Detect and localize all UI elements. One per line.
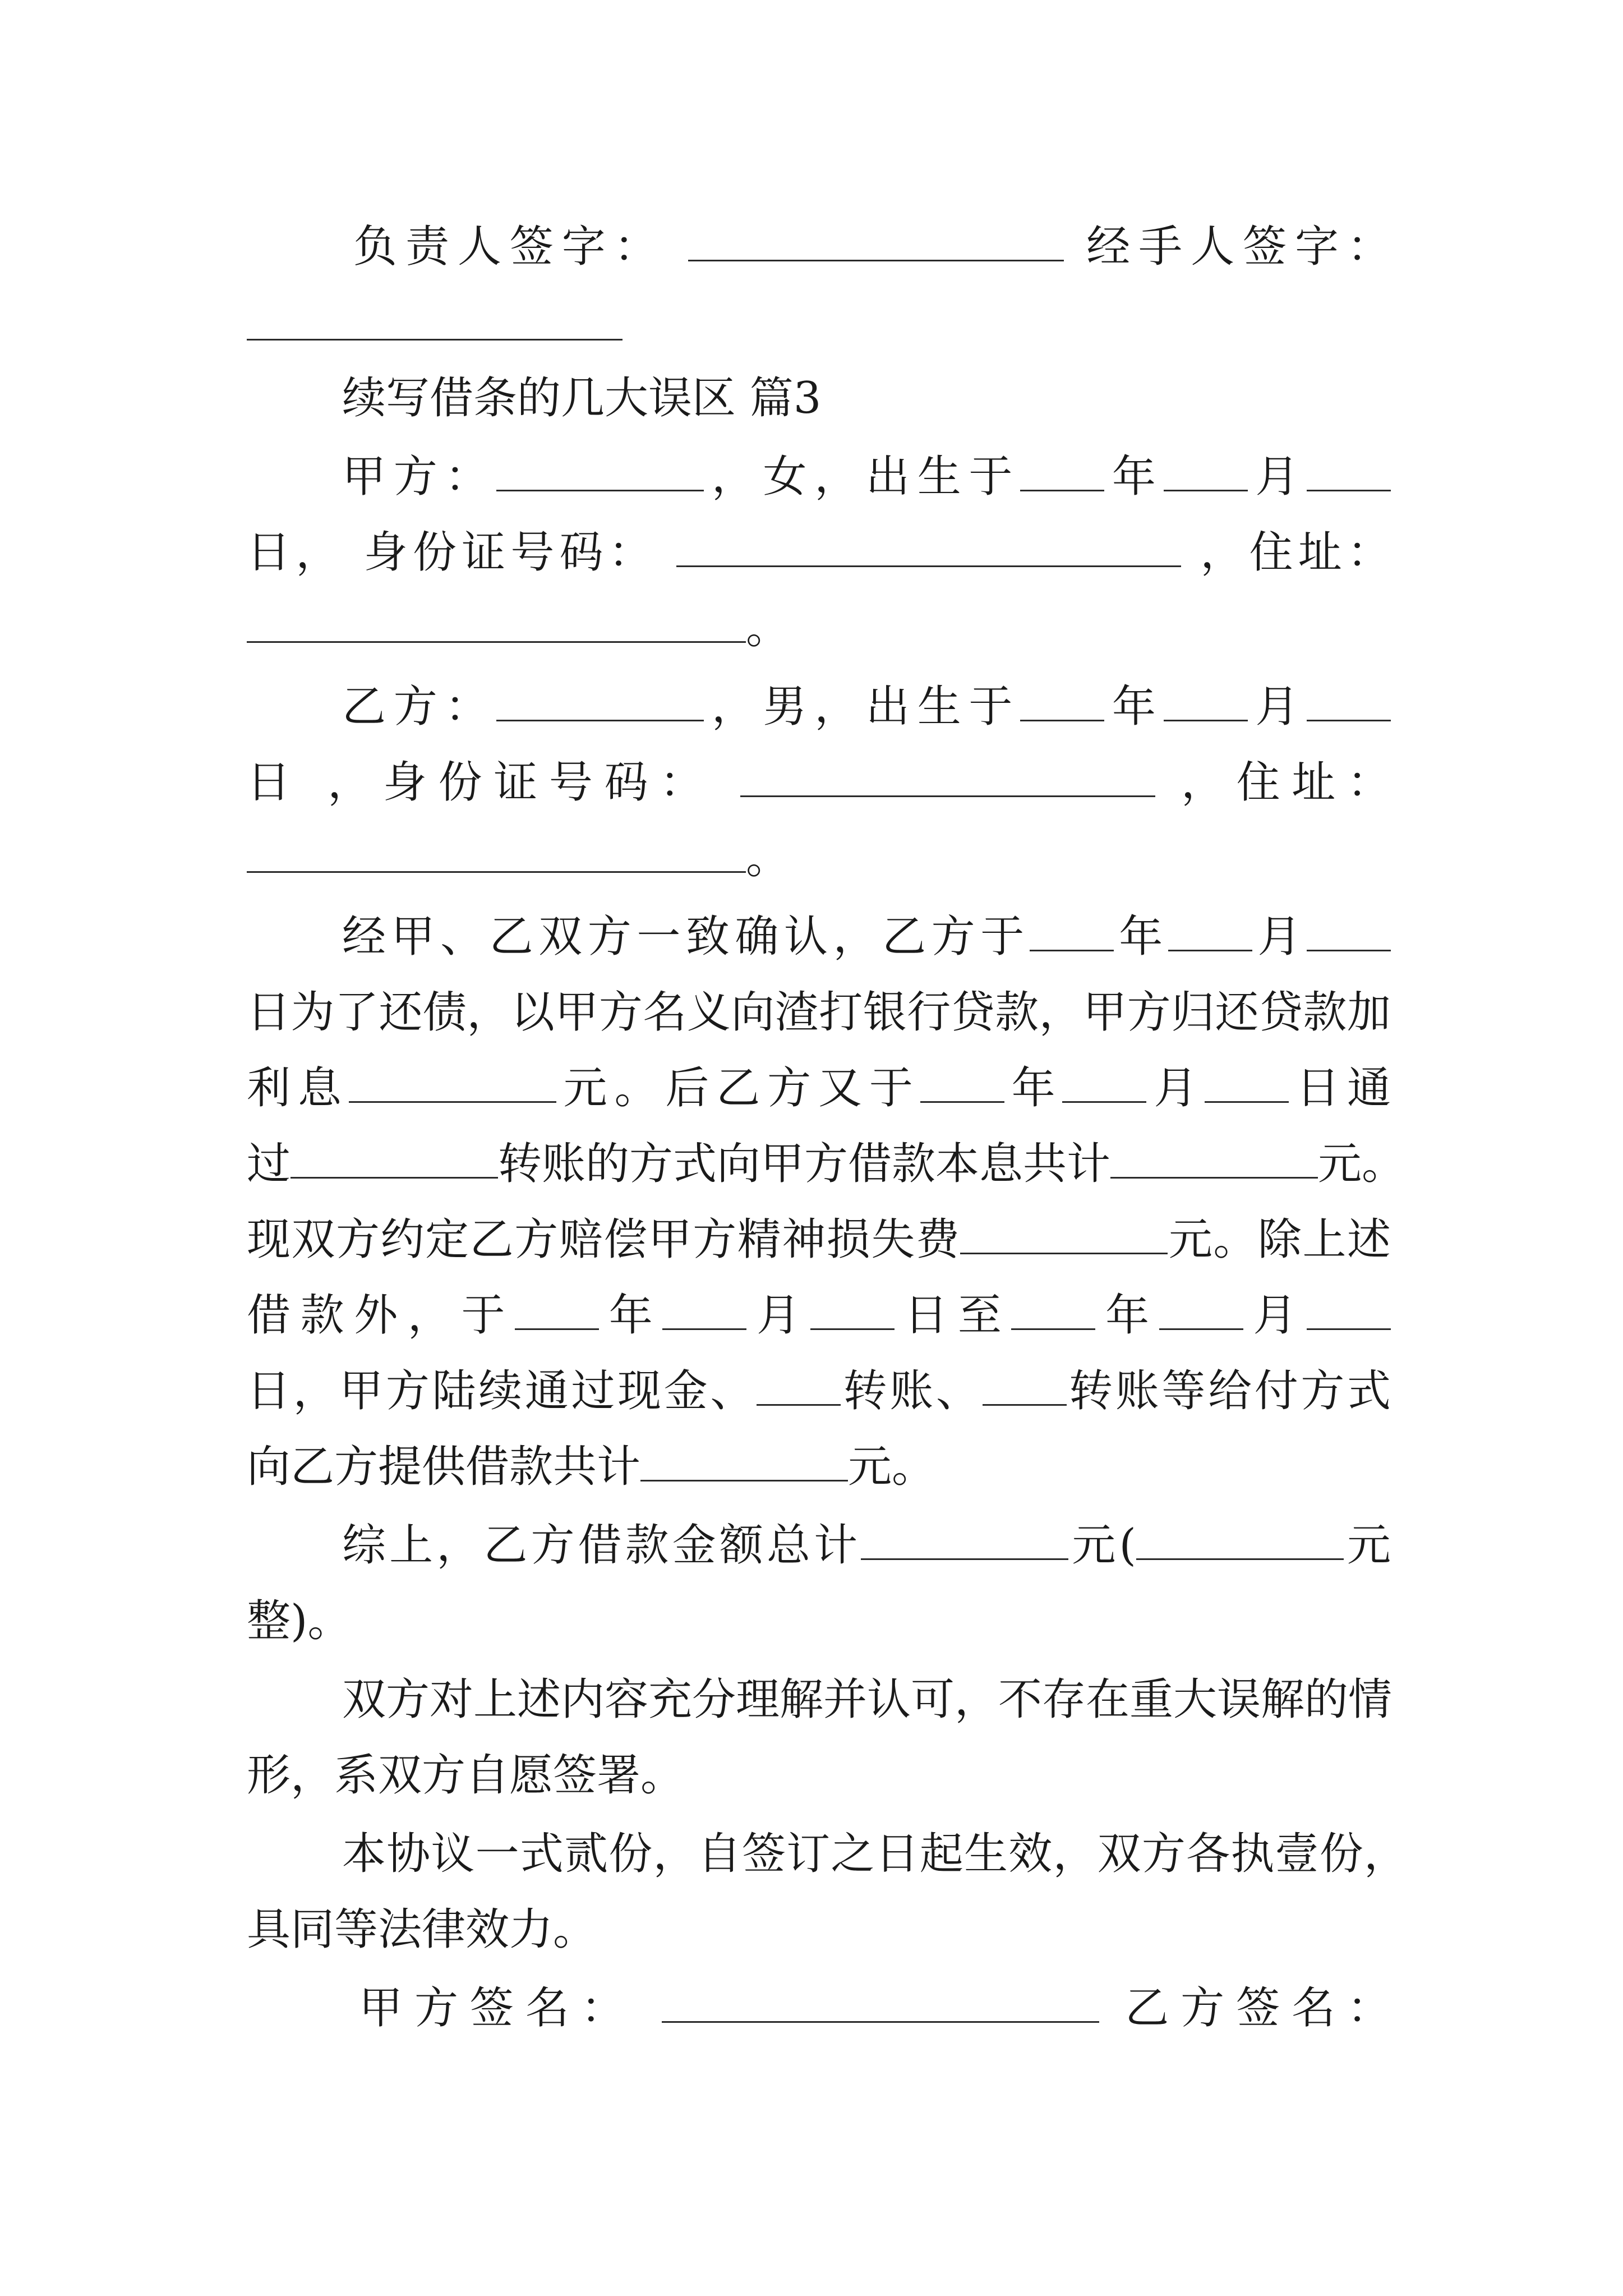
handler-signature-blank: [247, 339, 623, 341]
body-p1-line-2: 日为了还债，以甲方名义向渣打银行贷款，甲方归还贷款加: [247, 987, 1391, 1038]
party-b-month-blank: [1164, 680, 1248, 721]
body-p2-line-1: 综上，乙方借款金额总计 元( 元: [342, 1520, 1391, 1571]
body-p4-line-2: 具同等法律效力。: [247, 1904, 597, 1955]
party-b-address-blank: [247, 832, 746, 873]
party-a-line-1: 甲方： ，女，出生于 年 月: [342, 446, 1391, 508]
party-a-address-blank: [247, 602, 746, 643]
handler-signature-label: 经手人签字：: [1086, 222, 1391, 272]
p1-day-blank: [1307, 910, 1391, 951]
p1-l6-day2-blank: [1307, 1289, 1391, 1330]
party-b-signature-label: 乙方签名：: [1125, 1983, 1391, 2033]
party-b-line-3: 。: [247, 827, 1391, 889]
p1-l6-year-blank: [515, 1289, 599, 1330]
party-b-name-blank: [496, 680, 704, 721]
p1-l3-month-blank: [1062, 1062, 1146, 1103]
total-loan-blank: [640, 1441, 848, 1481]
party-b-line-2: 日 ，身份证号码： ，住址：: [247, 757, 1391, 808]
total-amount-blank: [861, 1519, 1068, 1560]
principal-interest-blank: [1110, 1138, 1318, 1179]
body-p1-line-8: 向乙方提供借款共计 元。: [247, 1442, 936, 1492]
p1-year-blank: [1030, 910, 1114, 951]
party-b-id-blank: [740, 756, 1155, 797]
transfer-channel-1-blank: [757, 1365, 841, 1406]
p1-l3-day-blank: [1205, 1062, 1289, 1103]
section-title: 续写借条的几大误区 篇3: [342, 373, 822, 424]
signature-bottom-line: [359, 1977, 1391, 2039]
body-p4-line-1: 本协议一式贰份，自签订之日起生效，双方各执壹份，: [342, 1829, 1408, 1879]
mental-damage-blank: [960, 1213, 1168, 1254]
total-amount-words-blank: [1136, 1519, 1344, 1560]
body-p1-line-3: 利息 元。后乙方又于 年 月 日通: [247, 1063, 1391, 1114]
party-b-day-blank: [1307, 680, 1391, 721]
body-p3-line-1: 双方对上述内容充分理解并认可，不存在重大误解的情: [342, 1674, 1393, 1725]
body-p1-line-1: 经甲、乙双方一致确认，乙方于 年 月: [342, 906, 1391, 968]
party-b-year-blank: [1020, 680, 1104, 721]
transfer-method-blank: [291, 1138, 498, 1179]
responsible-signature-blank: [688, 220, 1064, 261]
p1-l6-day-blank: [810, 1289, 895, 1330]
party-a-name-blank: [496, 450, 704, 491]
body-p1-line-7: 日，甲方陆续通过现金、 转账、 转账等给付方式: [247, 1366, 1391, 1416]
body-p1-line-5: 现双方约定乙方赔偿甲方精神损失费 元。除上述: [247, 1214, 1391, 1265]
party-a-line-2: 日， 身份证号码： ，住址：: [247, 527, 1391, 578]
signature-top-line: [353, 216, 1391, 278]
body-p1-line-4: 过 转账的方式向甲方借款本息共计 元。: [247, 1139, 1406, 1189]
p1-l6-month-blank: [662, 1289, 746, 1330]
p1-month-blank: [1168, 910, 1252, 951]
responsible-signature-label: 负责人签字：: [353, 222, 666, 272]
body-p1-line-6: 借款外，于 年 月 日至 年 月: [247, 1285, 1391, 1346]
p1-l3-year-blank: [920, 1062, 1004, 1103]
party-a-signature-label: 甲方签名：: [359, 1983, 637, 2033]
party-a-day-blank: [1307, 450, 1391, 491]
party-a-year-blank: [1020, 450, 1104, 491]
party-b-line-1: 乙方： ，男，出生于 年 月: [342, 676, 1391, 738]
body-p3-line-2: 形，系双方自愿签署。: [247, 1750, 685, 1801]
party-a-signature-blank: [662, 1982, 1099, 2023]
party-a-line-3: 。: [247, 597, 1391, 659]
party-a-id-blank: [676, 526, 1181, 567]
p1-l6-year2-blank: [1011, 1289, 1095, 1330]
interest-blank: [349, 1062, 556, 1103]
p1-l6-month2-blank: [1159, 1289, 1243, 1330]
body-p2-line-2: 整)。: [247, 1596, 352, 1646]
transfer-channel-2-blank: [983, 1365, 1067, 1406]
party-a-month-blank: [1164, 450, 1248, 491]
